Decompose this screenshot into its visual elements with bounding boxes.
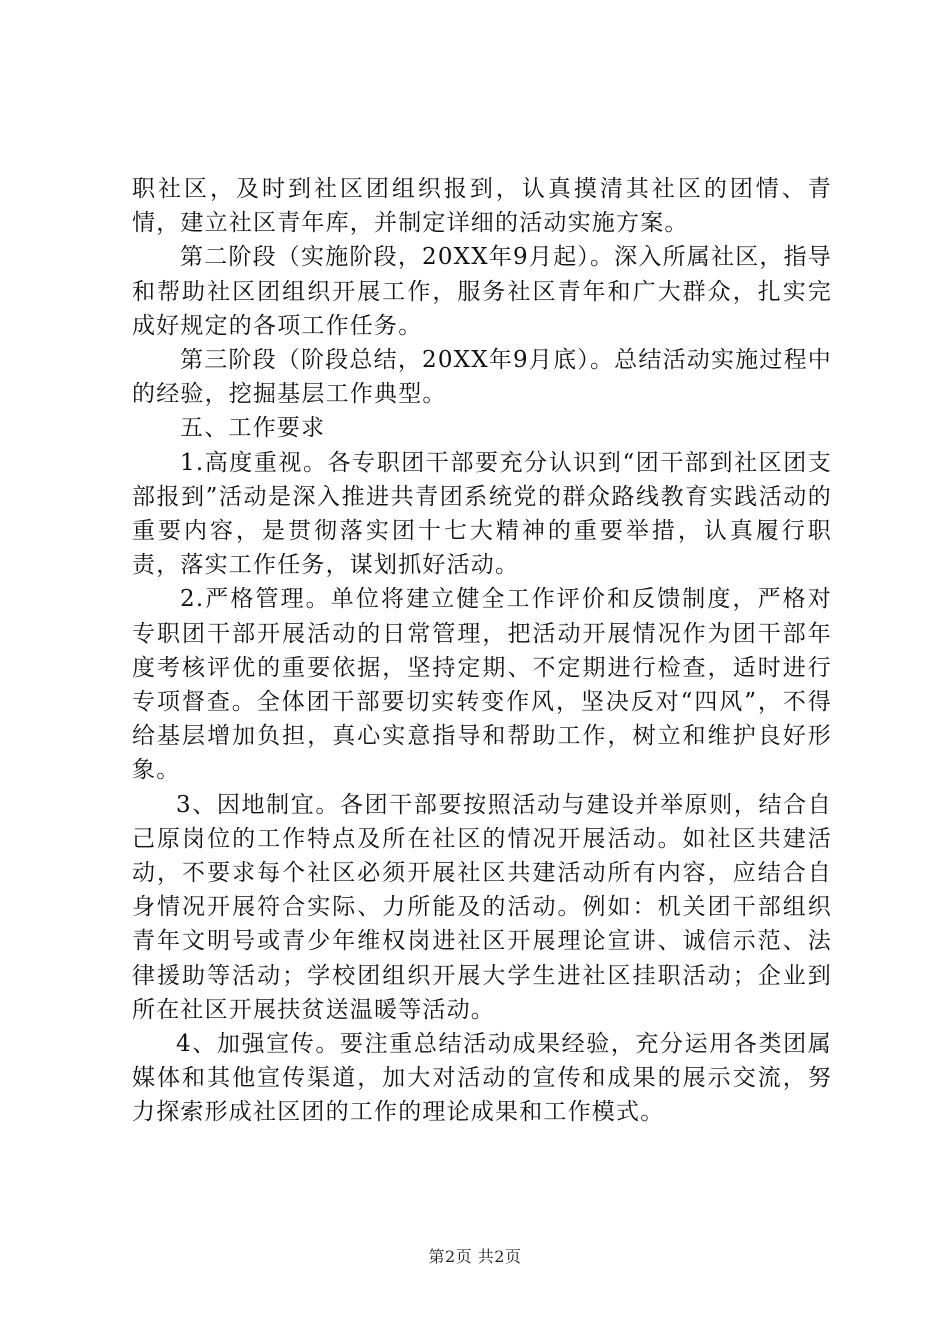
paragraph-phase-three: 第三阶段（阶段总结，20XX年9月底）。总结活动实施过程中的经验，挖掘基层工作典型。	[132, 347, 832, 408]
paragraph-phase-two: 第二阶段（实施阶段，20XX年9月起）。深入所属社区，指导和帮助社区团组织开展工作，服务社区青年和广大群众，扎实完成好规定的各项工作任务。	[132, 244, 832, 339]
paragraph-requirement-3: 3、因地制宜。各团干部要按照活动与建设并举原则，结合自己原岗位的工作特点及所在社区的情况开展活动。如社区共建活动，不要求每个社区必须开展社区共建活动所有内容，应结合自身情况开展符合实际、力所能及的活动。例如：机关团干部组织青年文明号或青少年维权岗进社区开展理论宣讲、诚信示范、法律援助等活动；学校团组织开展大学生进社区挂职活动；企业到所在社区开展扶贫送温暖等活动。	[132, 791, 832, 1023]
paragraph-continuation: 职社区，及时到社区团组织报到，认真摸清其社区的团情、青情，建立社区青年库，并制定详细的活动实施方案。	[132, 176, 832, 237]
section-heading-work-requirements: 五、工作要求	[180, 415, 326, 442]
paragraph-requirement-2: 2.严格管理。单位将建立健全工作评价和反馈制度，严格对专职团干部开展活动的日常管理，把活动开展情况作为团干部年度考核评优的重要依据，坚持定期、不定期进行检查，适时进行专项督查。全体团干部要切实转变作风，坚决反对“四风”，不得给基层增加负担，真心实意指导和帮助工作，树立和维护良好形象。	[132, 586, 832, 784]
paragraph-requirement-4: 4、加强宣传。要注重总结活动成果经验，充分运用各类团属媒体和其他宣传渠道，加大对活动的宣传和成果的展示交流，努力探索形成社区团的工作的理论成果和工作模式。	[132, 1031, 832, 1126]
paragraph-requirement-1: 1.高度重视。各专职团干部要充分认识到“团干部到社区团支部报到”活动是深入推进共青团系统党的群众路线教育实践活动的重要内容，是贯彻落实团十七大精神的重要举措，认真履行职责，落实工作任务，谋划抓好活动。	[132, 449, 832, 579]
document-body	[132, 172, 832, 1130]
page-number-footer: 第2页 共2页	[428, 1247, 522, 1266]
